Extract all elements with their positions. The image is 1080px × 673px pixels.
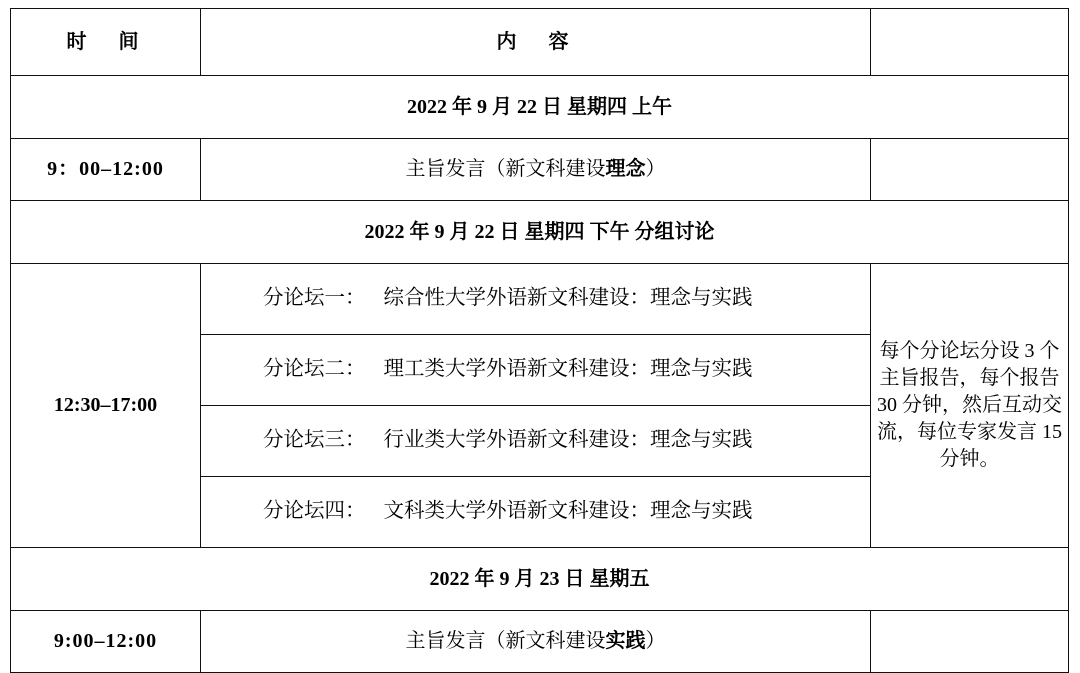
session-content-2	[201, 611, 871, 673]
table-row	[11, 548, 1069, 611]
table-row	[11, 76, 1069, 139]
header-note	[871, 9, 1069, 76]
day-banner-1: 2022 年 9 月 22 日 星期四 上午	[11, 76, 1069, 139]
forum-row-1	[201, 264, 870, 335]
forum-label-1: 分论坛一：	[263, 287, 366, 310]
header-content: 内 容	[201, 9, 871, 76]
session-time-1: 9：00–12:00	[11, 139, 201, 201]
session-content-1-suffix: ）	[645, 158, 666, 180]
session-content-1-bold: 理念	[605, 158, 646, 180]
list-item	[201, 406, 870, 477]
session-content-2-suffix: ）	[645, 630, 666, 652]
table-header-row	[11, 9, 1069, 76]
forum-title-4: 文科类大学外语新文科建设：理念与实践	[383, 500, 753, 523]
forum-list	[201, 264, 871, 548]
forum-table	[201, 264, 870, 547]
forum-title-1: 综合性大学外语新文科建设：理念与实践	[383, 287, 753, 310]
forum-block-time: 12:30–17:00	[11, 264, 201, 548]
session-content-1-prefix: 主旨发言（新文科建设	[405, 158, 606, 180]
day-banner-2: 2022 年 9 月 22 日 星期四 下午 分组讨论	[11, 201, 1069, 264]
session-time-2: 9:00–12:00	[11, 611, 201, 673]
list-item	[201, 477, 870, 548]
forum-row-2	[201, 335, 870, 406]
table-row	[11, 139, 1069, 201]
forum-label-2: 分论坛二：	[263, 358, 366, 381]
list-item	[201, 264, 870, 335]
header-time: 时 间	[11, 9, 201, 76]
session-note-2	[871, 611, 1069, 673]
table-row	[11, 264, 1069, 548]
forum-title-2: 理工类大学外语新文科建设：理念与实践	[383, 358, 753, 381]
list-item	[201, 335, 870, 406]
forum-label-4: 分论坛四：	[263, 500, 366, 523]
session-content-1	[201, 139, 871, 201]
schedule-table	[10, 8, 1069, 673]
forum-label-3: 分论坛三：	[263, 429, 366, 452]
session-note-1	[871, 139, 1069, 201]
forum-title-3: 行业类大学外语新文科建设：理念与实践	[383, 429, 753, 452]
table-row	[11, 611, 1069, 673]
table-row	[11, 201, 1069, 264]
day-banner-3: 2022 年 9 月 23 日 星期五	[11, 548, 1069, 611]
forum-note: 每个分论坛分设 3 个主旨报告，每个报告 30 分钟，然后互动交流，每位专家发言 15 分钟。	[871, 264, 1069, 548]
session-content-2-prefix: 主旨发言（新文科建设	[405, 630, 606, 652]
forum-row-4	[201, 477, 870, 548]
forum-row-3	[201, 406, 870, 477]
session-content-2-bold: 实践	[605, 630, 646, 652]
